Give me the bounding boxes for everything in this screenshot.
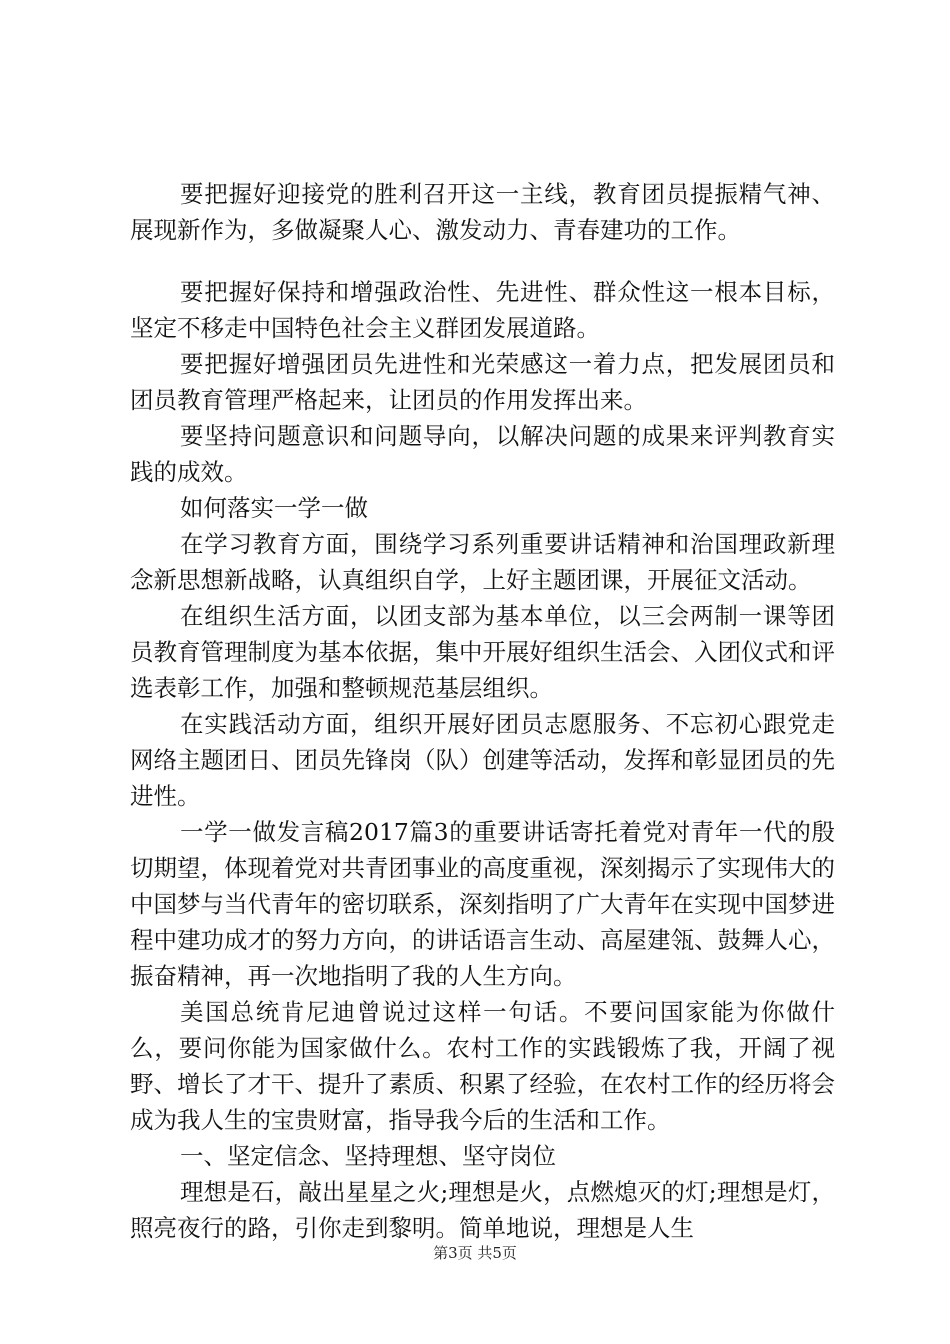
paragraph: 要把握好迎接党的胜利召开这一主线，教育团员提振精气神、展现新作为，多做凝聚人心、激发动力、青春建功的工作。: [130, 180, 835, 244]
paragraph: 要把握好增强团员先进性和光荣感这一着力点，把发展团员和团员教育管理严格起来，让团员的作用发挥出来。: [130, 350, 835, 414]
body-text: [130, 176, 835, 1246]
paragraph: 一学一做发言稿2017篇3的重要讲话寄托着党对青年一代的殷切期望，体现着党对共青团事业的高度重视，深刻揭示了实现伟大的中国梦与当代青年的密切联系，深刻指明了广大青年在实现中国梦进程中建功成才的努力方向，的讲话语言生动、高屋建瓴、鼓舞人心，振奋精神，再一次地指明了我的人生方向。: [130, 818, 835, 990]
section-heading: 如何落实一学一做: [180, 494, 368, 522]
paragraph: 美国总统肯尼迪曾说过这样一句话。不要问国家能为你做什么，要问你能为国家做什么。农村工作的实践锻炼了我，开阔了视野、增长了才干、提升了素质、积累了经验，在农村工作的经历将会成为我人生的宝贵财富，指导我今后的生活和工作。: [130, 998, 835, 1134]
section-heading: 一、坚定信念、坚持理想、坚守岗位: [180, 1142, 556, 1170]
paragraph: 在学习教育方面，围绕学习系列重要讲话精神和治国理政新理念新思想新战略，认真组织自学，上好主题团课，开展征文活动。: [130, 530, 835, 594]
paragraph: 理想是石，敲出星星之火;理想是火，点燃熄灭的灯;理想是灯，照亮夜行的路，引你走到黎明。简单地说，理想是人生: [130, 1178, 835, 1242]
paragraph: 要坚持问题意识和问题导向，以解决问题的成果来评判教育实践的成效。: [130, 422, 835, 486]
paragraph: 要把握好保持和增强政治性、先进性、群众性这一根本目标，坚定不移走中国特色社会主义群团发展道路。: [130, 278, 835, 342]
page-number-footer: 第3页 共5页: [433, 1244, 517, 1262]
paragraph: 在实践活动方面，组织开展好团员志愿服务、不忘初心跟党走网络主题团日、团员先锋岗（队）创建等活动，发挥和彰显团员的先进性。: [130, 710, 835, 810]
paragraph: 在组织生活方面，以团支部为基本单位，以三会两制一课等团员教育管理制度为基本依据，集中开展好组织生活会、入团仪式和评选表彰工作，加强和整顿规范基层组织。: [130, 602, 835, 702]
